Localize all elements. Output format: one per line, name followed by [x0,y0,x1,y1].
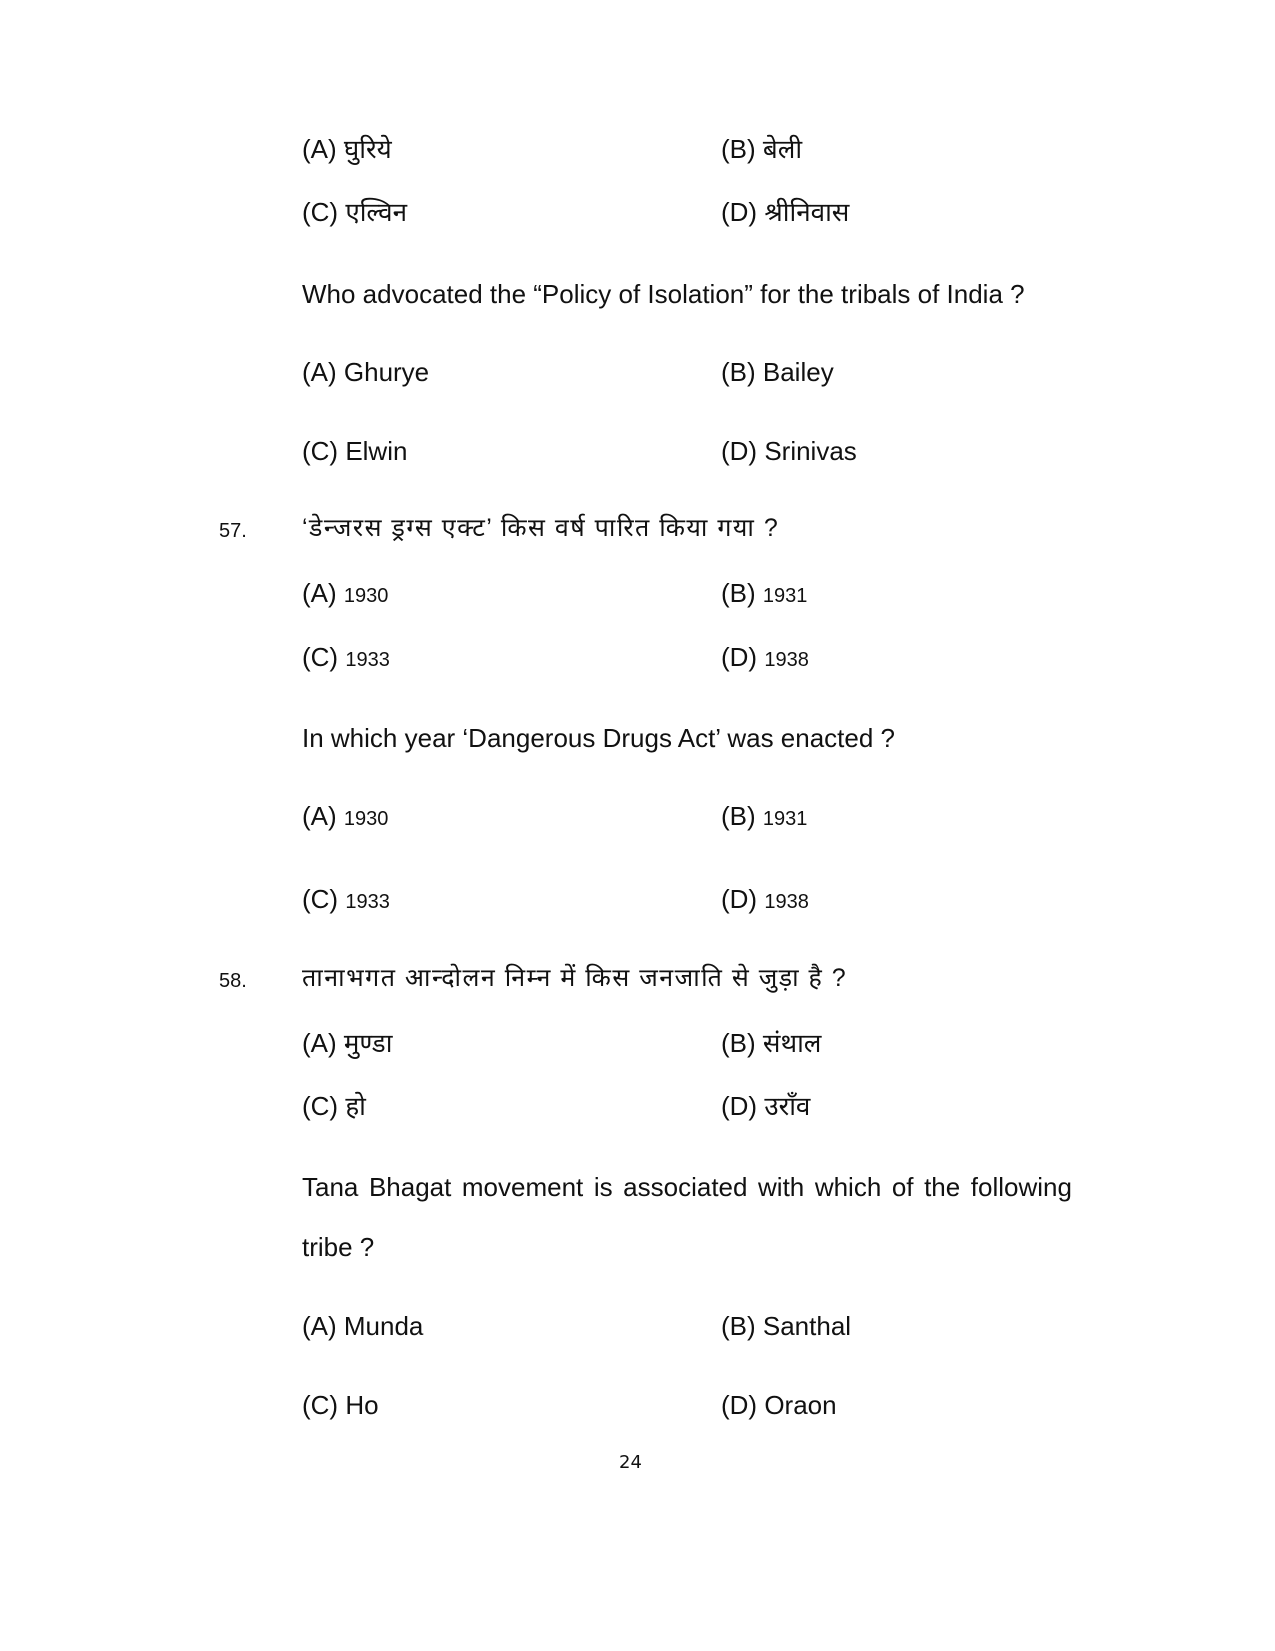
option-a-english: (A) 1930 [302,801,389,831]
option-a-hindi: (A) घुरिये [302,134,392,164]
option-d-hindi: (D) श्रीनिवास [721,197,850,227]
option-b-english: (B) 1931 [721,801,808,831]
option-c-english: (C) Ho [302,1390,379,1420]
option-a-hindi: (A) मुण्डा [302,1028,393,1058]
question-text-hindi: तानाभगत आन्दोलन निम्न में किस जनजाति से जुड़ा है ? [302,964,848,992]
option-b-hindi: (B) 1931 [721,578,808,608]
option-c-hindi: (C) 1933 [302,642,390,672]
option-d-english: (D) Oraon [721,1390,837,1420]
option-d-english: (D) Srinivas [721,436,857,466]
option-c-hindi: (C) एल्विन [302,197,408,227]
option-d-hindi: (D) उराँव [721,1091,811,1121]
option-b-hindi: (B) बेली [721,134,803,164]
question-text-english: In which year ‘Dangerous Drugs Act’ was enacted ? [302,723,896,753]
question-text-english-line2: tribe ? [302,1232,375,1262]
question-number: 58. [219,970,247,992]
option-a-english: (A) Munda [302,1311,424,1341]
page-number: 24 [619,1452,642,1473]
question-text-english: Who advocated the “Policy of Isolation” for the tribals of India ? [302,279,1025,309]
question-text-hindi: ‘डेन्जरस ड्रग्स एक्ट’ किस वर्ष पारित किया गया ? [302,514,780,542]
question-text-english-line1: Tana Bhagat movement is associated with which of the following [302,1172,1072,1202]
option-c-english: (C) 1933 [302,884,390,914]
option-a-hindi: (A) 1930 [302,578,389,608]
option-c-english: (C) Elwin [302,436,408,466]
option-b-english: (B) Santhal [721,1311,852,1341]
option-c-hindi: (C) हो [302,1091,366,1121]
option-a-english: (A) Ghurye [302,357,430,387]
option-b-hindi: (B) संथाल [721,1028,822,1058]
option-d-english: (D) 1938 [721,884,809,914]
option-b-english: (B) Bailey [721,357,834,387]
question-number: 57. [219,520,247,542]
option-d-hindi: (D) 1938 [721,642,809,672]
